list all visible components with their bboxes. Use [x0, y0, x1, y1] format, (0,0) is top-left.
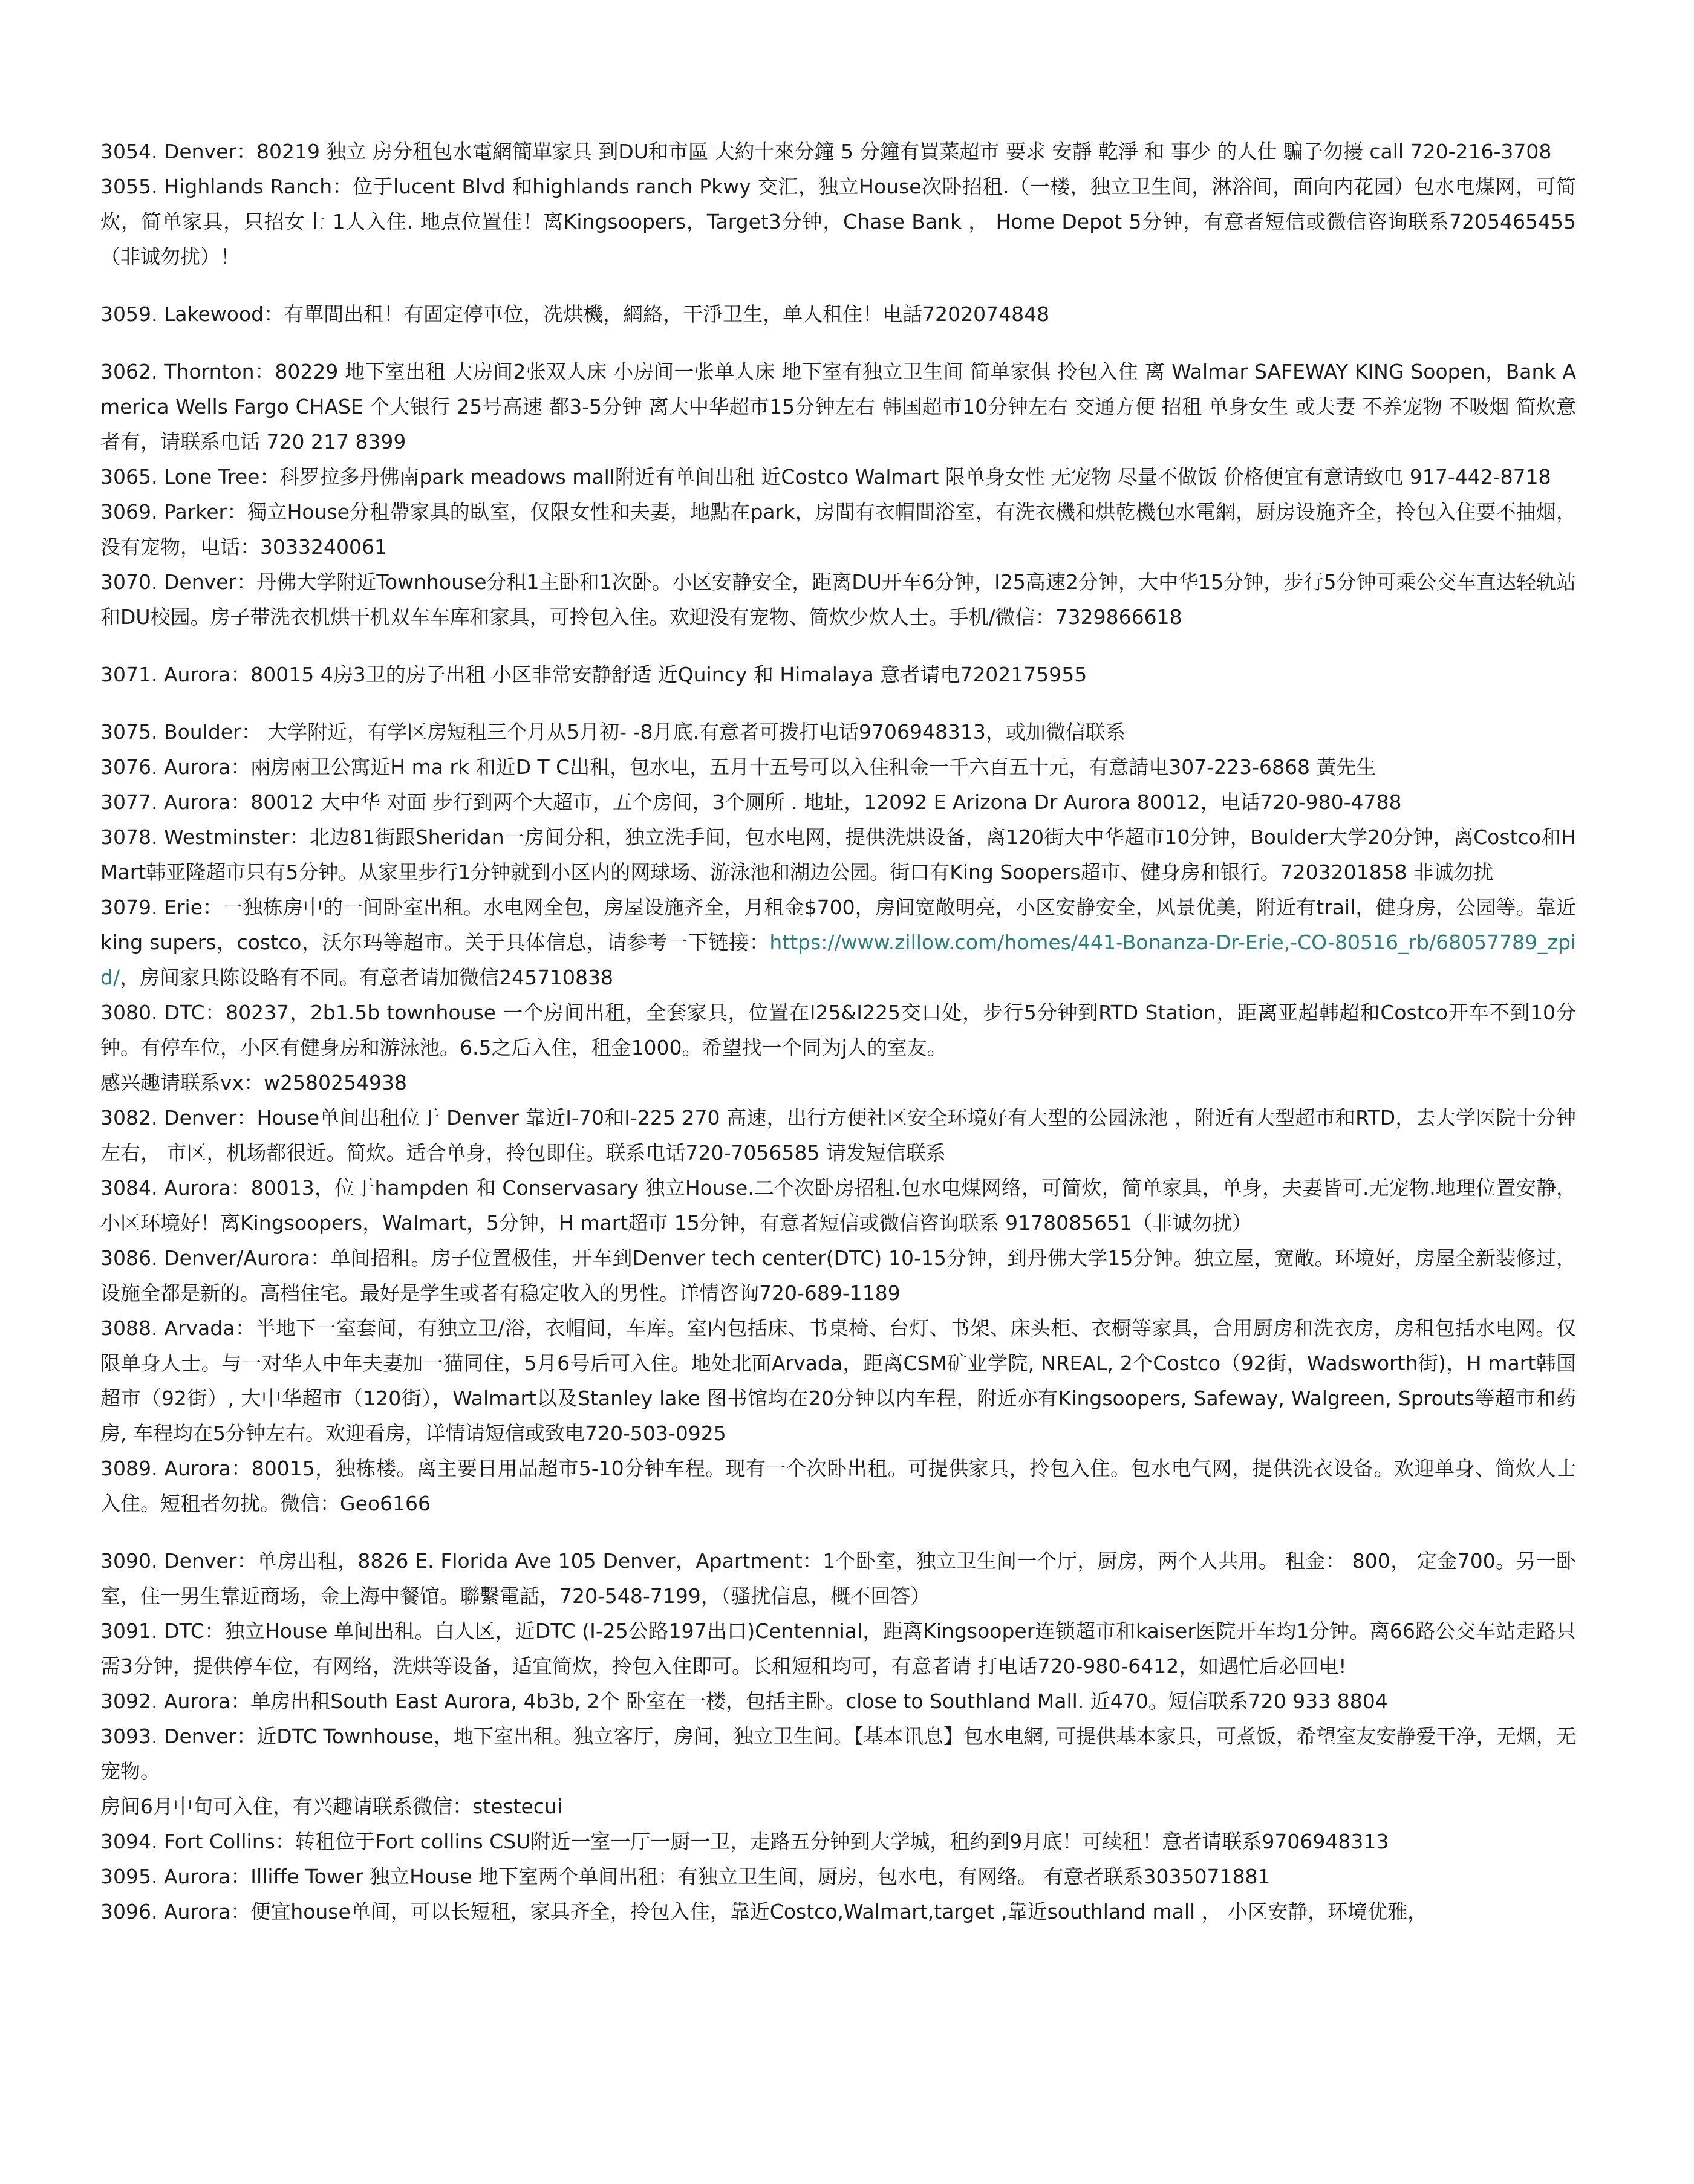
- listing-3084: 3084. Aurora：80013，位于hampden 和 Conservasary 独立House.二个次卧房招租.包水电煤网络，可简炊，简单家具，单身，夫妻皆可.无宠物.地理位置安静，小区环境好！离Kingsoopers，Walmart，5分钟，H mart超市 15分钟，有意者短信或微信咨询联系 9178085651（非诚勿扰）: [100, 1176, 1576, 1235]
- listing-3089: 3089. Aurora：80015，独栋楼。离主要日用品超市5-10分钟车程。现有一个次卧出租。可提供家具，拎包入住。包水电气网，提供洗衣设备。欢迎单身、简炊人士入住。短租者勿扰。微信：Geo6166: [100, 1457, 1576, 1515]
- listing-3090: 3090. Denver：单房出租，8826 E. Florida Ave 105 Denver，Apartment：1个卧室，独立卫生间一个厅，厨房，两个人共用。 租金： 800， 定金700。另一卧室，住一男生靠近商场，金上海中餐馆。聯繫電話，720-548-7199，（骚扰信息，概不回答）: [100, 1549, 1576, 1608]
- listing-3065: 3065. Lone Tree：科罗拉多丹佛南park meadows mall附近有单间出租 近Costco Walmart 限单身女性 无宠物 尽量不做饭 价格便宜有意请致电 917-442-8718: [100, 465, 1551, 489]
- listing-3076: 3076. Aurora：兩房兩卫公寓近H ma rk 和近D T C出租，包水电，五月十五号可以入住租金一千六百五十元，有意請电307-223-6868 黃先生: [100, 755, 1376, 779]
- listings-page: [100, 134, 1576, 1929]
- listing-3079-text: 3079. Erie：一独栋房中的一间卧室出租。水电网全包，房屋设施齐全，月租金$700，房间宽敞明亮，小区安静安全，风景优美，附近有trail，健身房，公园等。靠近king supers，costco，沃尔玛等超市。关于具体信息，请参考一下链接：: [100, 895, 1576, 954]
- listing-3075: 3075. Boulder： 大学附近，有学区房短租三个月从5月初- -8月底.有意者可拨打电话9706948313，或加微信联系: [100, 720, 1126, 744]
- listing-3054: 3054. Denver：80219 独立 房分租包水電網簡單家具 到DU和市區 大約十來分鐘 5 分鐘有買菜超市 要求 安靜 乾淨 和 事少 的人仕 騙子勿擾 call 720-216-3708: [100, 140, 1552, 163]
- listing-3055: 3055. Highlands Ranch：位于lucent Blvd 和highlands ranch Pkwy 交汇，独立House次卧招租.（一楼，独立卫生间，淋浴间，面向内花园）包水电煤网，可简炊，简单家具，只招女士 1人入住. 地点位置佳！离Kingsoopers，Target3分钟，Chase Bank ， Home Depot 5分钟，有意者短信或微信咨询联系7205465455（非诚勿扰）！: [100, 175, 1576, 268]
- listing-3093-contact: 房间6月中旬可入住，有兴趣请联系微信：stestecui: [100, 1795, 563, 1818]
- listing-3088: 3088. Arvada：半地下一室套间，有独立卫/浴，衣帽间，车库。室内包括床、书桌椅、台灯、书架、床头柜、衣橱等家具，合用厨房和洗衣房，房租包括水电网。仅限单身人士。与一对华人中年夫妻加一猫同住，5月6号后可入住。地处北面Arvada，距离CSM矿业学院, NREAL, 2个Costco（92街，Wadsworth街)，H mart韩国超市（92街）, 大中华超市（120街），Walmart以及Stanley lake 图书馆均在20分钟以内车程，附近亦有Kingsoopers, Safeway, Walgreen, Sprouts等超市和药房, 车程均在5分钟左右。欢迎看房，详情请短信或致电720-503-0925: [100, 1316, 1576, 1445]
- listing-3077: 3077. Aurora：80012 大中华 对面 步行到两个大超市，五个房间，3个厕所 . 地址，12092 E Arizona Dr Aurora 80012，电话720-980-4788: [100, 790, 1402, 814]
- listing-3095: 3095. Aurora：Illiffe Tower 独立House 地下室两个单间出租：有独立卫生间，厨房，包水电，有网络。 有意者联系3035071881: [100, 1865, 1271, 1888]
- listing-3070: 3070. Denver：丹佛大学附近Townhouse分租1主卧和1次卧。小区安静安全，距离DU开车6分钟，I25高速2分钟，大中华15分钟，步行5分钟可乘公交车直达轻轨站和DU校园。房子带洗衣机烘干机双车车库和家具，可拎包入住。欢迎没有宠物、简炊少炊人士。手机/微信：7329866618: [100, 570, 1576, 629]
- listing-3091: 3091. DTC：独立House 单间出租。白人区，近DTC (I-25公路197出口)Centennial，距离Kingsooper连锁超市和kaiser医院开车均1分钟。离66路公交车站走路只需3分钟，提供停车位，有网络，洗烘等设备，适宜简炊，拎包入住即可。长租短租均可，有意者请 打电话720-980-6412，如遇忙后必回电!: [100, 1619, 1576, 1678]
- listing-3079: [100, 890, 1576, 995]
- listing-3086: 3086. Denver/Aurora：单间招租。房子位置极佳，开车到Denver tech center(DTC) 10-15分钟，到丹佛大学15分钟。独立屋，宽敞。环境好，房屋全新装修过，设施全都是新的。高档住宅。最好是学生或者有稳定收入的男性。详情咨询720-689-1189: [100, 1246, 1576, 1305]
- listing-3096: 3096. Aurora：便宜house单间，可以长短租，家具齐全，拎包入住，靠近Costco,Walmart,target ,靠近southland mall ， 小区安静，环境优雅，: [100, 1900, 1428, 1923]
- listing-3082: 3082. Denver：House单间出租位于 Denver 靠近I-70和I-225 270 高速，出行方便社区安全环境好有大型的公园泳池 ，附近有大型超市和RTD，去大学医院十分钟左右， 市区，机场都很近。简炊。适合单身，拎包即住。联系电话720-7056585 请发短信联系: [100, 1106, 1576, 1165]
- listing-3093: 3093. Denver：近DTC Townhouse，地下室出租。独立客厅，房间，独立卫生间。【基本讯息】包水电網, 可提供基本家具，可煮饭，希望室友安静爱干净，无烟，无宠物。: [100, 1724, 1576, 1783]
- listing-3092: 3092. Aurora：单房出租South East Aurora, 4b3b, 2个 卧室在一楼，包括主卧。close to Southland Mall. 近470。短信联系720 933 8804: [100, 1689, 1388, 1713]
- listing-3059: 3059. Lakewood：有單間出租！有固定停車位，冼烘機，網絡，干淨卫生，单人租住！电話7202074848: [100, 302, 1050, 326]
- listing-3062: 3062. Thornton：80229 地下室出租 大房间2张双人床 小房间一张单人床 地下室有独立卫生间 简单家俱 拎包入住 离 Walmar SAFEWAY KING Soopen，Bank America Wells Fargo CHASE 个大银行 25号高速 都3-5分钟 离大中华超市15分钟左右 韩国超市10分钟左右 交通方便 招租 单身女生 或夫妻 不养宠物 不吸烟 简炊意者有，请联系电话 720 217 8399: [100, 360, 1576, 453]
- listing-3069: 3069. Parker：獨立House分租帶家具的臥室，仅限女性和夫妻，地點在park，房間有衣帽間浴室，有洗衣機和烘乾機包水電網，厨房设施齐全，拎包入住要不抽烟，没有宠物，电话：3033240061: [100, 500, 1576, 559]
- listing-3080-contact: 感兴趣请联系vx：w2580254938: [100, 1071, 408, 1094]
- listing-3079-after: ，房间家具陈设略有不同。有意者请加微信245710838: [120, 966, 614, 989]
- listing-3080: 3080. DTC：80237，2b1.5b townhouse 一个房间出租，全套家具，位置在I25&I225交口处，步行5分钟到RTD Station，距离亚超韩超和Costco开车不到10分钟。有停车位，小区有健身房和游泳池。6.5之后入住，租金1000。希望找一个同为j人的室友。: [100, 1001, 1576, 1059]
- listing-3094: 3094. Fort Collins：转租位于Fort collins CSU附近一室一厅一厨一卫，走路五分钟到大学城，租约到9月底！可续租！意者请联系9706948313: [100, 1830, 1389, 1853]
- listing-3078: 3078. Westminster：北边81街跟Sheridan一房间分租，独立洗手间，包水电网，提供洗烘设备，离120街大中华超市10分钟，Boulder大学20分钟，离Costco和H Mart韩亚隆超市只有5分钟。从家里步行1分钟就到小区内的网球场、游泳池和湖边公园。街口有King Soopers超市、健身房和银行。7203201858 非诚勿扰: [100, 825, 1576, 884]
- listing-3071: 3071. Aurora：80015 4房3卫的房子出租 小区非常安静舒适 近Quincy 和 Himalaya 意者请电7202175955: [100, 663, 1087, 686]
- zillow-link[interactable]: https://www.zillow.com/homes/441-Bonanza-Dr-Erie,-CO-80516_rb/68057789_zpid/: [100, 931, 1576, 989]
